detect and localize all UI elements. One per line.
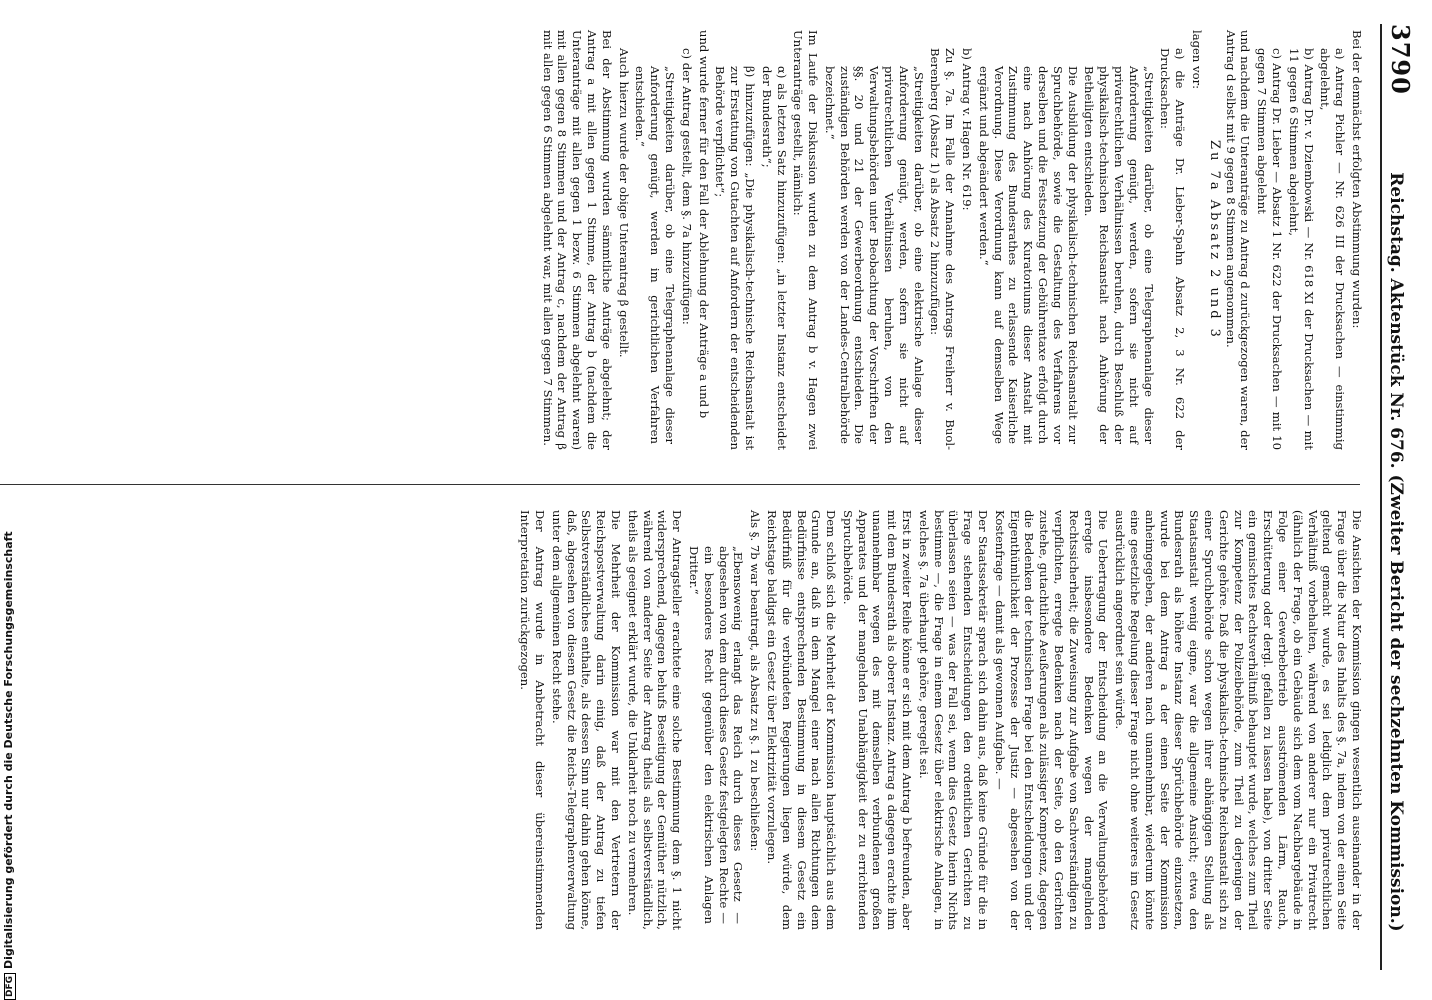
quote: „Streitigkeiten darüber, ob eine Telegraphenanlage dieser Anforderung genügt, werden, sofern sie nicht auf privatrechtlichen Verhältnissen beruhen, durch Beschluß der physikalisch-technischen Reichsanstalt nach Anhörung der Betheiligten entschieden. [1082, 66, 1156, 444]
credit-text: Digitalisierung gefördert durch die Deutsche Forschungsgemeinschaft [2, 531, 15, 969]
paragraph: lagen vor: [1190, 30, 1205, 90]
paragraph: Bei der demnächst erfolgten Abstimmung wurden: [1350, 30, 1364, 329]
list-item: b) Antrag Dr. v. Dziembowski — Nr. 618 XI der Drucksachen — mit 11 gegen 6 Stimmen abgelehnt, [1286, 48, 1316, 450]
paragraph: und nachdem die Unteranträge zu Antrag d zurückgezogen waren, der Antrag d selbst mit 9 gegen 8 Stimmen angenommen. [1223, 30, 1253, 450]
paragraph: Dem schloß sich die Mehrheit der Kommission hauptsächlich aus dem Grunde an, daß in dem Mangel einer nach allen Richtungen dem Bedürfnisse entsprechenden Bestimmung in diesem Gesetz ein Bedürfniß für die verbündeten Regierungen liegen würde, dem Reichstage baldigst ein Gesetz über Elektrizität vorzulegen. [764, 510, 839, 930]
section-heading: Zu 7a Absatz 2 und 3 [1206, 140, 1222, 340]
list-item: c) Antrag Dr. Lieber — Absatz 1 Nr. 622 der Drucksachen — mit 10 gegen 7 Stimmen abgelehnt [1255, 48, 1285, 450]
paragraph: Die Uebertragung der Entscheidung an die Verwaltungsbehörden erregte insbesondere Bedenken wegen der mangelnden Rechtssicherheit; die Zuweisung zur Aufgabe von Sachverständigen zu verpflichten, erregte Bedenken nach der Seite, ob den Gerichten zustehe, gutachtliche Aeußerungen als zulässiger Kompetenz, dagegen die Bedenken der technischen Frage bei den Entscheidungen und der Eigenthümlichkeit der Prozesse der Justiz — abgesehen von der Kostenfrage — damit als gewonnen Aufgabe. — [992, 510, 1111, 930]
paragraph: Erst in zweiter Reihe könne er sich mit dem Antrag b befreunden, aber mit dem Bundesrath als oberer Instanz. Antrag a dagegen erachte ihm unannehmbar wegen des mit demselben verbundenen großen Apparates und der mangelnden Unabhängigkeit der zu errichtenden Spruchbehörde. [840, 510, 915, 930]
list-item: c) der Antrag gestellt, dem §. 7a hinzuzufügen: [679, 48, 694, 325]
list-item: b) Antrag v. Hagen Nr. 619: [960, 48, 975, 211]
paragraph: Der Staatssekretär sprach sich dahin aus, daß keine Gründe für die in Frage stehenden Entscheidungen den ordentlichen Gerichten zu überlassen seien — was der Fall sei, wenn dies Gesetz hierin Nichts bestimme —, die Frage in einem Gesetz über elektrische Anlagen, in welches §. 7a überhaupt gehöre, geregelt sei. [916, 510, 991, 930]
left-column [538, 30, 1364, 450]
digitization-credit [2, 531, 16, 1000]
paragraph: Die Ansichten der Kommission gingen wesentlich auseinander in der Frage über die Natur des Inhalts des §. 7a, indem von der einen Seite geltend gemacht wurde, es sei lediglich dem privatrechtlichen Verhältniß vorbehalten, während von anderer nur ein Privatrecht (ähnlich der Frage, ob ein Gebäude sich dem vom Nachbargebäude in Folge einer Gewerbebetrieb ausströmenden Lärm, Rauch, Erschütterung oder dergl. gefallen zu lassen habe), von dritter Seite ein gemischtes Rechtsverhältniß behauptet wurde, welches zum Theil zur Kompetenz der Polizeibehörde, zum Theil zu derjenigen der Gerichte gehöre. Daß die physikalisch-technische Reichsanstalt sich zu einer Spruchbehörde schon wegen ihrer abhängigen Stellung als Staatsanstalt wenig eigne, war die allgemeine Ansicht; etwa den Bundesrath als höhere Instanz dieser Sprüchbehörde einzusetzen, wurde bei dem Antrag a der einen Seite der Kommission anheimgegeben, der anderen nach unannehmbar, wiederum könnte eine gesetzliche Regelung dieser Frage nicht ohne weiteres im Gesetz ausdrücklich angeordnet sein würde. [1113, 510, 1364, 930]
paragraph: Im Laufe der Diskussion wurden zu dem Antrag b v. Hagen zwei Unteranträge gestellt, nämlich: [791, 30, 821, 450]
paragraph: Auch hierzu wurde der obige Unterantrag β gestellt. [616, 48, 631, 358]
paragraph: Die Mehrheit der Kommission war mit den Vertretern der Reichspostverwaltung darin einig, daß der Antrag zu tiefen Selbstverständliches enthalte, als dessen Sinn nur dahin gehen könne, daß, abgesehen von diesem Gesetz die Reichs-Telegraphenverwaltung unter dem allgemeinen Recht stehe. [549, 510, 623, 930]
quote: „Streitigkeiten darüber, ob eine Telegraphenanlage dieser Anforderung genügt, werden im gerichtlichen Verfahren entschieden.“ [633, 66, 677, 444]
page-number: 3790 [1386, 24, 1415, 95]
paragraph: und wurde ferner für den Fall der Ablehnung der Anträge a und b [696, 30, 711, 419]
paragraph: Der Antrag wurde in Anbetracht dieser übereinstimmenden Interpretation zurückgezogen. [518, 510, 547, 930]
paragraph: Als §. 7b war beantragt, als Absatz zu §. 1 zu beschließen: [748, 510, 763, 852]
quote: „Streitigkeiten darüber, ob eine elektrische Anlage dieser Anforderung genügt, werden, sofern sie nicht auf privatrechtlichen Verhältnissen beruhen, von den Verwaltungsbehörden unter Beobachtung der Vorschriften der §§. 20 und 21 der Gewerbeordnung entschieden. Die zuständigen Behörden werden von der Landes-Centralbehörde bezeichnet.“ [822, 66, 926, 444]
list-item: a) Antrag Pichler — Nr. 626 III der Drucksachen — einstimmig abgelehnt, [1318, 48, 1348, 450]
running-title: Reichstag. Aktenstück Nr. 676. (Zweiter Bericht der sechzehnten Kommission.) [1386, 172, 1406, 932]
list-item: β) hinzuzufügen: „Die physikalisch-technische Reichsanstalt ist zur Erstattung von Gutachten auf Anfordern der entscheidenden Behörde verpflichtet“; [713, 66, 757, 450]
list-item: a) die Anträge Dr. Lieber-Spahn Absatz 2, 3 Nr. 622 der Drucksachen: [1158, 48, 1188, 450]
paragraph: Der Antragsteller erachtete eine solche Bestimmung dem §. 1 nicht widersprechend, dagegen behufs Beseitigung der Gemüther nützlich, während von anderer Seite der Antrag theils als selbstverständlich, theils als geeignet erklärt wurde, die Unklarheit noch zu vermehren. [625, 510, 685, 930]
page-header [1380, 24, 1422, 970]
paragraph: Bei der Abstimmung wurden sämmtliche Anträge abgelehnt; der Antrag a mit allen gegen 1 Stimme, der Antrag b (nachdem die Unteranträge mit allen gegen 1 bezw. 6 Stimmen abgelehnt waren) mit allen gegen 8 Stimmen und der Antrag c, nachdem der Antrag β mit allen gegen 6 Stimmen abgelehnt war, mit allen gegen 7 Stimmen. [540, 30, 614, 450]
column-divider [0, 484, 1360, 485]
list-item: α) als letzten Satz hinzuzufügen: „in letzter Instanz entscheidet der Bundesrath“; [759, 66, 789, 450]
right-column [515, 510, 1364, 930]
dfg-logo: DFG [4, 973, 16, 1000]
paragraph: Zu §. 7a. Im Falle der Annahme des Antrags Freiherr v. Buol-Berenberg (Absatz 1) als Absatz 2 hinzuzufügen: [928, 48, 958, 450]
quote: Die Ausbildung der physikalisch-technischen Reichsanstalt zur Spruchbehörde, sowie die Gestaltung des Verfahrens vor derselben und die Festsetzung der Gebührentaxe erfolgt durch eine nach Anhörung des Kuratoriums dieser Anstalt mit Zustimmung des Bundesrathes zu erlassende Kaiserliche Verordnung. Diese Verordnung kann auf demselben Wege ergänzt und abgeändert werden.“ [976, 66, 1080, 444]
quote: „Ebensowenig erlangt das Reich durch dieses Gesetz — abgesehen von dem durch dieses Gesetz festgelegten Rechte — ein besonderes Recht gegenüber den elektrischen Anlagen Dritter.“ [686, 546, 746, 924]
